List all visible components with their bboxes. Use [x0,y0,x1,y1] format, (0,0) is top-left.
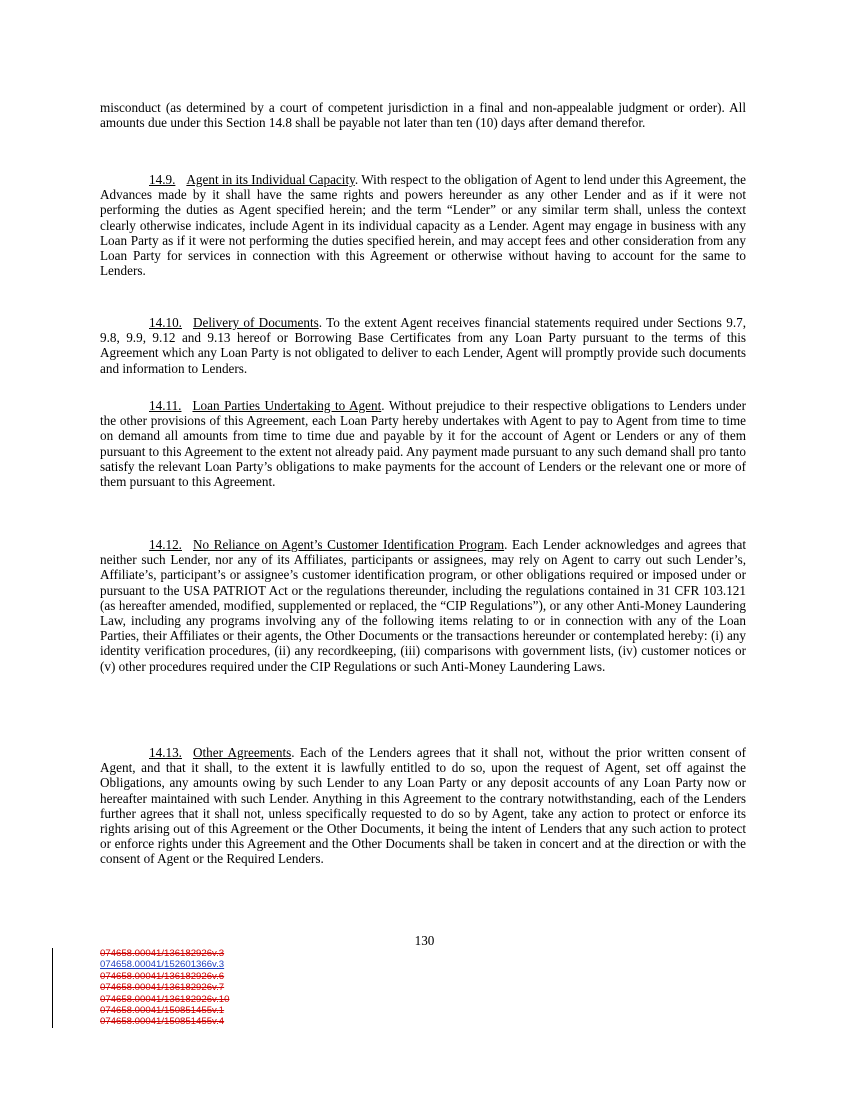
section-body: . Without prejudice to their respective obligations to Lenders under the other provisions of this Agreement, each Loan Party hereby undertakes with Agent to pay to Agent from time to time on demand all amounts from time to time due and payable by it for the account of Agent or Lenders or any of them pursuant to this Agreement to the extent not already paid. Any payment made pursuant to any such demand shall pro tanto satisfy the relevant Loan Party’s obligations to make payments for the account of Lenders or the relevant one or more of them pursuant to this Agreement. [100,398,746,490]
section-14-12 [100,537,746,674]
section-14-11 [100,398,746,489]
section-body: . Each of the Lenders agrees that it shall not, without the prior written consent of Agent, and that it shall, to the extent it is lawfully entitled to do so, upon the request of Agent, set off against the Obligations, any amounts owing by such Lender to any Loan Party or any deposit accounts of any Loan Party now or hereafter maintained with such Lender. Anything in this Agreement to the contrary notwithstanding, each of the Lenders further agrees that it shall not, unless specifically requested to do so by Agent, take any action to protect or enforce its rights arising out of this Agreement or the Other Documents, it being the intent of Lenders that any such action to protect or enforce rights under this Agreement and the Other Documents shall be taken in concert and at the direction or with the consent of Agent or the Required Lenders. [100,745,747,867]
doc-id-inserted: 074658.00041/152601366v.3 [100,959,225,971]
section-heading: No Reliance on Agent’s Customer Identification Program [192,537,505,552]
section-heading: Delivery of Documents [192,315,319,330]
section-number: 14.13. [149,745,182,760]
section-number: 14.10. [149,315,182,330]
section-body: . With respect to the obligation of Agent to lend under this Agreement, the Advances made by it shall have the same rights and powers hereunder as any other Lender and as if it were not performing the duties as Agent specified herein; and the term “Lender” or any similar term shall, unless the context clearly otherwise indicates, include Agent in its individual capacity as a Lender. Agent may engage in business with any Loan Party as if it were not performing the duties specified herein, and may accept fees and other consideration from any Loan Party for services in connection with this Agreement or otherwise without having to account for the same to Lenders. [100,172,746,279]
doc-id-deleted: 074658.00041/136182926v.6 [100,970,225,982]
carryover-paragraph: misconduct (as determined by a court of competent jurisdiction in a final and non-appealable judgment or order). All amounts due under this Section 14.8 shall be payable not later than ten (10) days after demand therefor. [100,100,746,131]
section-heading: Loan Parties Undertaking to Agent [192,398,382,413]
doc-id-deleted: 074658.00041/136182926v.7 [100,982,225,994]
section-heading: Agent in its Individual Capacity [186,172,355,187]
section-body: . Each Lender acknowledges and agrees that neither such Lender, nor any of its Affiliates, participants or assignees, may rely on Agent to carry out such Lender’s, Affiliate’s, participant’s or assignee’s customer identification program, or other obligations required or imposed under or pursuant to the USA PATRIOT Act or the regulations thereunder, including the regulations contained in 31 CFR 103.121 (as hereafter amended, modified, supplemented or replaced, the “CIP Regulations”), or any other Anti-Money Laundering Law, including any programs involving any of the following items relating to or in connection with any of the Loan Parties, their Affiliates or their agents, the Other Documents or the transactions hereunder or contemplated hereby: (i) any identity verification procedures, (ii) any recordkeeping, (iii) comparisons with government lists, (iv) customer notices or (v) other procedures required under the CIP Regulations or such Anti-Money Laundering Laws. [100,537,746,674]
section-14-10 [100,315,746,376]
section-number: 14.12. [149,537,182,552]
page-number: 130 [414,933,435,948]
doc-id-deleted: 074658.00041/150851455v.1 [100,1005,225,1017]
section-14-13 [100,745,746,867]
section-number: 14.9. [149,172,176,187]
section-number: 14.11. [149,398,182,413]
doc-id-deleted: 074658.00041/136182926v.10 [100,993,230,1005]
document-id-stack [52,948,229,1028]
doc-id-deleted: 074658.00041/136182926v.3 [100,948,225,959]
section-heading: Other Agreements [192,745,292,760]
doc-id-deleted: 074658.00041/150851455v.4 [100,1016,225,1028]
section-body: . To the extent Agent receives financial statements required under Sections 9.7, 9.8, 9.9, 9.12 and 9.13 hereof or Borrowing Base Certificates from any Loan Party pursuant to the terms of this Agreement which any Loan Party is not obligated to deliver to each Lender, Agent will promptly provide such documents and information to Lenders. [100,315,747,376]
section-14-9 [100,172,746,278]
